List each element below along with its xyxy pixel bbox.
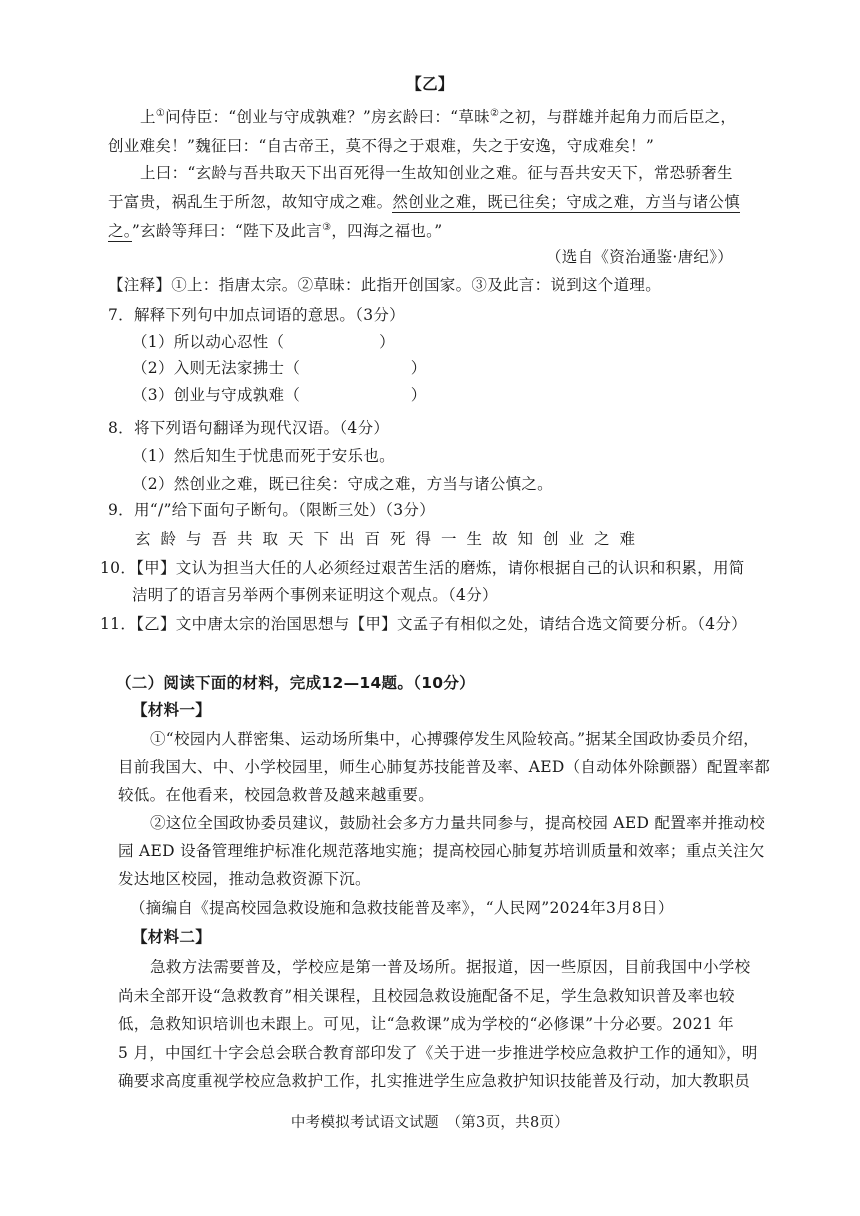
material-1-p1-line2: 目前我国大、中、小学校园里，师生心肺复苏技能普及率、AED（自动体外除颤器）配置率都	[118, 758, 771, 776]
material-1-p2-line1: ②这位全国政协委员建议，鼓励社会多方力量共同参与，提高校园 AED 配置率并推动校	[150, 814, 766, 832]
question-8-item-1: （1）然后知生于忧患而死于安乐也。	[132, 447, 395, 465]
yi-paragraph2-line2	[108, 192, 740, 212]
yi-paragraph1-line2: 创业难矣！”魏征曰：“自古帝王，莫不得之于艰难，失之于安逸，守成难矣！”	[108, 137, 655, 155]
yi-p2-underlined-2: 之。	[108, 222, 132, 240]
question-9-sentence: 玄龄与吾共取天下出百死得一生故知创业之难	[135, 530, 646, 548]
yi-p2-plain: 于富贵，祸乱生于所忽，故知守成之难。	[108, 193, 393, 211]
question-7-item-2: （2）入则无法家拂士（ ）	[132, 359, 427, 377]
section-yi-heading: 【乙】	[406, 74, 454, 93]
note-mark-1: ①	[155, 107, 166, 119]
yi-paragraph2-line1: 上曰：“玄龄与吾共取天下出百死得一生故知创业之难。征与吾共安天下，常恐骄奢生	[140, 164, 733, 182]
yi-p2-text-1: ”玄龄等拜曰：“陛下及此言	[131, 222, 323, 240]
question-10-line1: 10．【甲】文认为担当大任的人必须经过艰苦生活的磨炼，请你根据自己的认识和积累，用简	[100, 559, 745, 577]
yi-paragraph2-line3	[108, 221, 442, 241]
material-1-p1-line1: ①“校园内人群密集、运动场所集中，心搏骤停发生风险较高。”据某全国政协委员介绍，	[150, 730, 760, 748]
note-mark-2: ②	[489, 107, 500, 119]
yi-p1-text-1: 上	[140, 108, 156, 126]
material-2-line1: 急救方法需要普及，学校应是第一普及场所。据报道，因一些原因，目前我国中小学校	[150, 958, 751, 976]
material-2-line3: 低，急救知识培训也未跟上。可见，让“急救课”成为学校的“必修课”十分必要。2021 年	[118, 1015, 734, 1033]
question-8: 8．将下列语句翻译为现代汉语。（4分）	[108, 419, 390, 437]
yi-p1-text-2: 问侍臣：“创业与守成孰难？”房玄龄曰：“草昧	[165, 108, 490, 126]
note-mark-3: ③	[322, 221, 332, 233]
section-2-heading: （二）阅读下面的材料，完成12—14题。（10分）	[116, 674, 475, 692]
material-2-line2: 尚未全部开设“急救教育”相关课程，且校园急救设施配备不足，学生急救知识普及率也较	[118, 987, 735, 1005]
material-1-p1-line3: 较低。在他看来，校园急救普及越来越重要。	[118, 786, 435, 804]
question-7: 7．解释下列句中加点词语的意思。（3分）	[108, 306, 405, 324]
yi-annotation: 【注释】①上：指唐太宗。②草昧：此指开创国家。③及此言：说到这个道理。	[108, 276, 662, 294]
material-1-p2-line2: 园 AED 设备管理维护标准化规范落地实施；提高校园心肺复苏培训质量和效率；重点关注欠	[118, 842, 765, 860]
yi-p2-underlined-1: 然创业之难，既已往矣；守成之难，方当与诸公慎	[392, 193, 741, 211]
material-1-source: （摘编自《提高校园急救设施和急救技能普及率》，“人民网”2024年3月8日）	[130, 899, 674, 917]
material-2-title: 【材料二】	[132, 927, 212, 946]
yi-source: （选自《资治通鉴·唐纪》）	[546, 248, 734, 266]
yi-paragraph1-line1	[140, 107, 736, 127]
question-8-item-2: （2）然创业之难，既已往矣：守成之难，方当与诸公慎之。	[132, 475, 553, 493]
material-2-line4: 5 月，中国红十字会总会联合教育部印发了《关于进一步推进学校应急救护工作的通知》，明	[118, 1044, 758, 1062]
question-10-line2: 洁明了的语言另举两个事例来证明这个观点。（4分）	[132, 586, 498, 604]
material-2-line5: 确要求高度重视学校应急救护工作，扎实推进学生应急救护知识技能普及行动，加大教职员	[118, 1072, 751, 1090]
yi-p1-text-3: 之初，与群雄并起角力而后臣之，	[499, 108, 737, 126]
question-7-item-1: （1）所以动心忍性（ ）	[132, 333, 395, 351]
material-1-title: 【材料一】	[132, 700, 212, 719]
material-1-p2-line3: 发达地区校园，推动急救资源下沉。	[118, 870, 371, 888]
question-9: 9．用“/”给下面句子断句。（限断三处）（3分）	[108, 501, 435, 519]
question-7-item-3: （3）创业与守成孰难（ ）	[132, 386, 427, 404]
yi-p2-text-2: ，四海之福也。”	[331, 222, 443, 240]
page-footer: 中考模拟考试语文试题 （第3页，共8页）	[290, 1115, 570, 1131]
question-11: 11．【乙】文中唐太宗的治国思想与【甲】文孟子有相似之处，请结合选文简要分析。（4分）	[100, 615, 747, 633]
